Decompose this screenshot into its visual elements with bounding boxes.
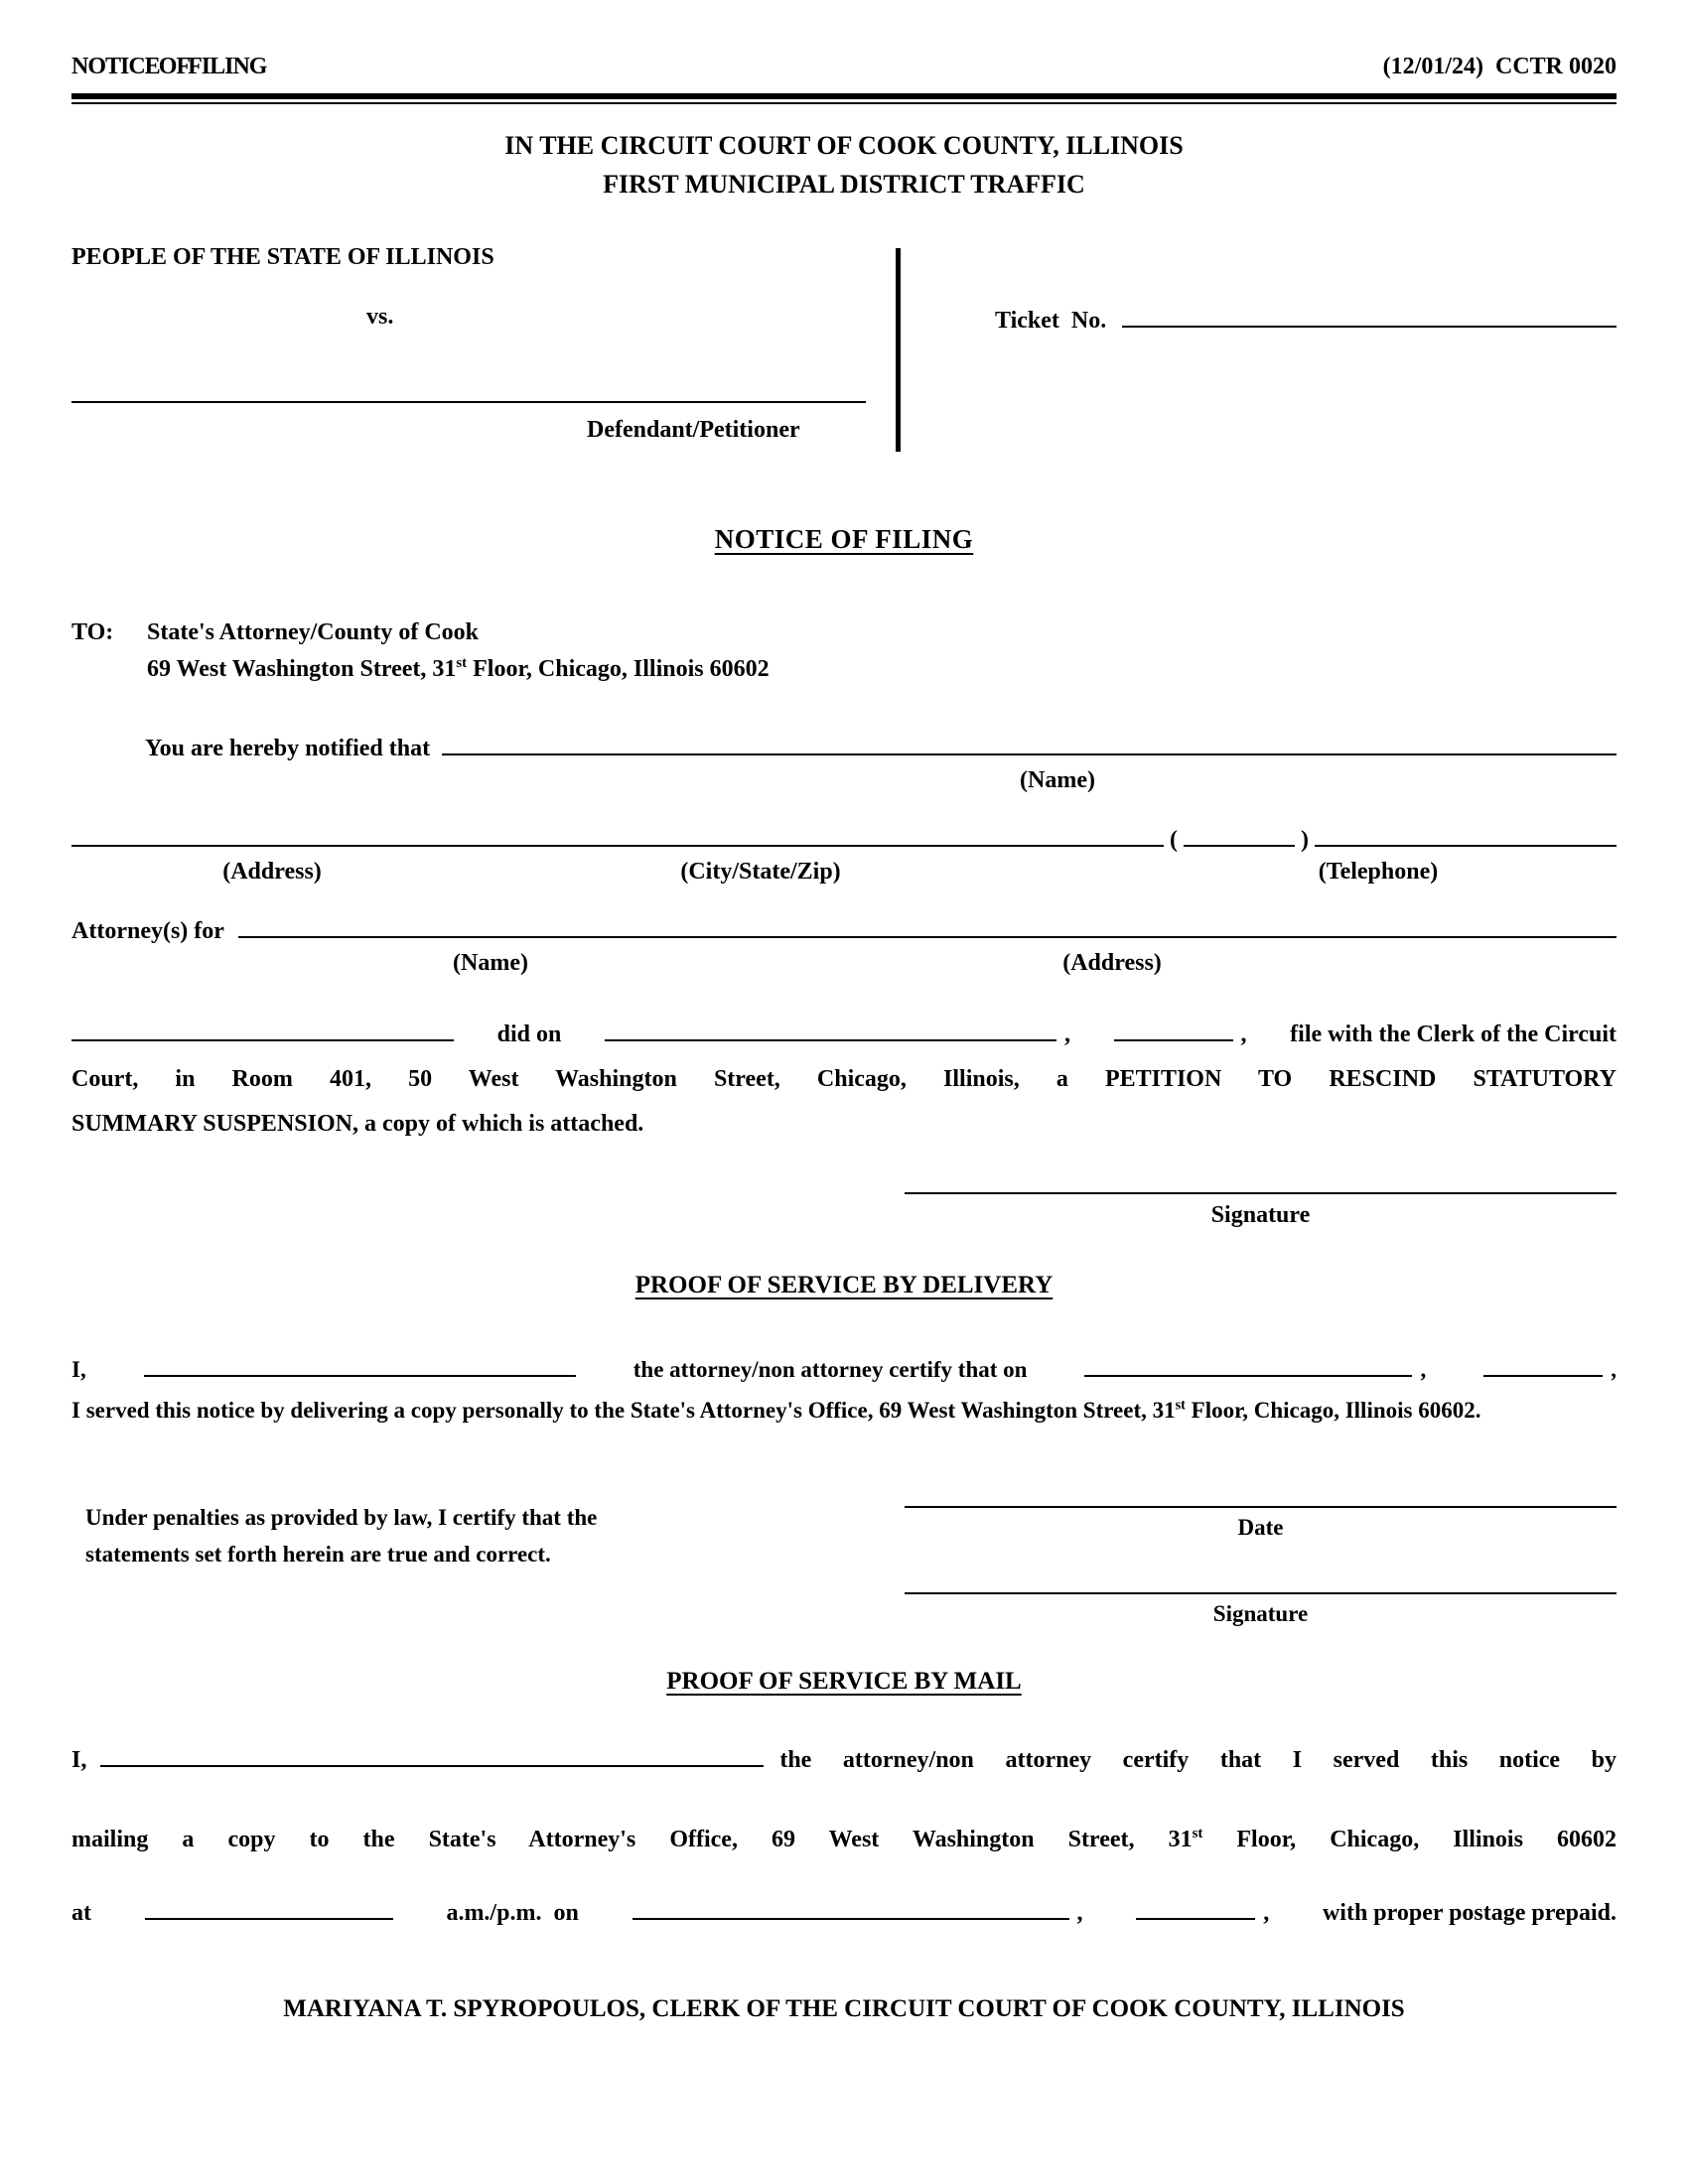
telephone-number-blank[interactable] <box>1315 843 1617 847</box>
mail-heading: PROOF OF SERVICE BY MAIL <box>666 1668 1022 1696</box>
header-rule <box>71 93 1617 104</box>
penalties-line1: Under penalties as provided by law, I certify that the <box>85 1504 598 1530</box>
vs-label: vs. <box>366 304 394 330</box>
mail-ampm-text: a.m./p.m. on <box>446 1899 579 1926</box>
delivery-year-group <box>1483 1356 1617 1385</box>
notified-row <box>145 734 1617 763</box>
mail-line2-text-tail: Floor, Chicago, Illinois 60602 <box>1202 1826 1617 1852</box>
address-row <box>71 825 1617 855</box>
delivery-certifier-name-blank[interactable] <box>144 1373 576 1377</box>
address-labels-row <box>71 857 1617 892</box>
mail-line1-text: the attorney/non attorney certify that I served this notice by <box>779 1746 1617 1773</box>
delivery-signature-label: Signature <box>1212 1600 1309 1626</box>
penalties-line2: statements set forth herein are true and correct. <box>85 1541 551 1567</box>
mail-line2 <box>71 1825 1617 1854</box>
phone-open-paren: ( <box>1170 827 1178 854</box>
phone-close-paren: ) <box>1301 827 1309 854</box>
comma: , <box>1063 1022 1070 1048</box>
delivery-mid-text: the attorney/non attorney certify that on <box>633 1357 1028 1383</box>
delivery-heading: PROOF OF SERVICE BY DELIVERY <box>634 1272 1054 1299</box>
comma: , <box>1420 1357 1427 1383</box>
date-label: Date <box>1237 1514 1284 1540</box>
mail-line2-ordinal: st <box>1192 1825 1203 1842</box>
ticket-number-label: Ticket No. <box>995 308 1107 334</box>
delivery-year-blank[interactable] <box>1483 1373 1603 1377</box>
delivery-body-ordinal: st <box>1175 1397 1186 1414</box>
mail-i-lead: I, <box>71 1746 87 1773</box>
court-name: IN THE CIRCUIT COURT OF COOK COUNTY, ILLINOIS <box>504 131 1184 160</box>
to-block <box>71 614 1617 688</box>
delivery-date-group <box>1084 1356 1426 1385</box>
to-address-text: 69 West Washington Street, 31 <box>147 655 457 682</box>
filing-date-blank[interactable] <box>605 1037 1056 1041</box>
caption-right <box>901 242 1617 452</box>
form-header <box>71 52 1617 81</box>
case-caption <box>71 242 1617 452</box>
filing-statement-line3: SUMMARY SUSPENSION, a copy of which is attached. <box>71 1111 644 1138</box>
penalties-statement <box>71 1482 905 1629</box>
mail-date-blank[interactable] <box>633 1916 1069 1920</box>
delivery-signature-blank[interactable] <box>905 1590 1617 1594</box>
signature-label: Signature <box>1210 1202 1311 1229</box>
attorneys-for-lead: Attorney(s) for <box>71 918 224 945</box>
to-recipient-block <box>147 614 770 688</box>
clerk-footer: MARIYANA T. SPYROPOULOS, CLERK OF THE CIRCUIT COURT OF COOK COUNTY, ILLINOIS <box>283 1994 1405 2022</box>
mail-line1 <box>71 1745 1617 1775</box>
delivery-date-blank[interactable] <box>1084 1373 1412 1377</box>
ticket-number-row <box>995 306 1617 336</box>
mail-at-text: at <box>71 1899 91 1926</box>
notified-name-label-row <box>71 765 1617 799</box>
mail-line3 <box>71 1898 1617 1928</box>
court-district: FIRST MUNICIPAL DISTRICT TRAFFIC <box>603 169 1085 199</box>
filing-signature-block <box>905 1190 1617 1230</box>
filing-statement-start: file with the Clerk of the Circuit <box>1290 1022 1617 1048</box>
attorneys-for-row <box>71 916 1617 946</box>
ticket-number-blank[interactable] <box>1122 324 1617 328</box>
defendant-name-blank[interactable] <box>71 399 866 403</box>
plaintiff-name: PEOPLE OF THE STATE OF ILLINOIS <box>71 244 494 270</box>
to-address-text-tail: Floor, Chicago, Illinois 60602 <box>467 655 770 682</box>
attorneys-labels-row <box>71 948 1617 984</box>
mail-year-group <box>1136 1898 1269 1928</box>
filing-statement-line1 <box>71 1020 1617 1049</box>
comma: , <box>1240 1022 1247 1048</box>
to-recipient-address <box>147 651 770 688</box>
attorney-address-label: (Address) <box>1062 950 1162 977</box>
delivery-body <box>71 1393 1617 1429</box>
delivery-body-text-tail: Floor, Chicago, Illinois 60602. <box>1185 1398 1481 1424</box>
delivery-line1 <box>71 1356 1617 1385</box>
attorneys-for-blank[interactable] <box>238 934 1617 938</box>
form-title: NOTICE OF FILING <box>714 524 974 554</box>
notified-lead: You are hereby notified that <box>145 736 431 762</box>
filing-signature-blank[interactable] <box>905 1190 1617 1194</box>
mail-year-blank[interactable] <box>1136 1916 1255 1920</box>
delivery-sign-block <box>905 1482 1617 1629</box>
mail-certifier-name-blank[interactable] <box>100 1763 764 1767</box>
telephone-area-code-blank[interactable] <box>1184 843 1295 847</box>
delivery-body-text: I served this notice by delivering a copy personally to the State's Attorney's Office, 69 West Washington Street, 31 <box>71 1398 1176 1424</box>
to-label: TO: <box>71 618 114 645</box>
delivery-date-signed-blank[interactable] <box>905 1504 1617 1508</box>
delivery-i-lead: I, <box>71 1357 86 1383</box>
caption-left <box>71 242 896 452</box>
telephone-label: (Telephone) <box>1318 859 1439 886</box>
filer-name-blank[interactable] <box>71 1037 454 1041</box>
address-blank[interactable] <box>71 843 1164 847</box>
filing-statement-line2: Court, in Room 401, 50 West Washington Street, Chicago, Illinois, a PETITION TO RESCIND STATUTORY <box>71 1066 1617 1093</box>
notified-name-blank[interactable] <box>442 751 1617 755</box>
comma: , <box>1611 1357 1617 1383</box>
filing-year-group <box>1114 1020 1247 1049</box>
mail-date-group <box>633 1898 1083 1928</box>
address-label: (Address) <box>222 859 322 886</box>
attorney-name-label: (Name) <box>453 950 528 977</box>
comma: , <box>1076 1899 1083 1926</box>
comma: , <box>1263 1899 1270 1926</box>
penalties-and-signature-row <box>71 1482 1617 1629</box>
filing-date-group <box>605 1020 1070 1049</box>
city-state-zip-label: (City/State/Zip) <box>680 859 841 886</box>
to-recipient: State's Attorney/County of Cook <box>147 618 479 645</box>
defendant-label: Defendant/Petitioner <box>587 417 800 443</box>
mail-time-blank[interactable] <box>145 1916 393 1920</box>
filing-year-blank[interactable] <box>1114 1037 1233 1041</box>
did-on-text: did on <box>496 1022 562 1048</box>
mail-tail-text: with proper postage prepaid. <box>1322 1899 1617 1926</box>
mail-line2-text: mailing a copy to the State's Attorney's Office, 69 West Washington Street, 31 <box>71 1826 1193 1852</box>
header-form-name: NOTICE OF FILING <box>71 54 267 79</box>
name-label: (Name) <box>1020 767 1095 794</box>
to-address-ordinal: st <box>456 654 468 671</box>
header-form-number: (12/01/24) CCTR 0020 <box>1382 54 1617 79</box>
